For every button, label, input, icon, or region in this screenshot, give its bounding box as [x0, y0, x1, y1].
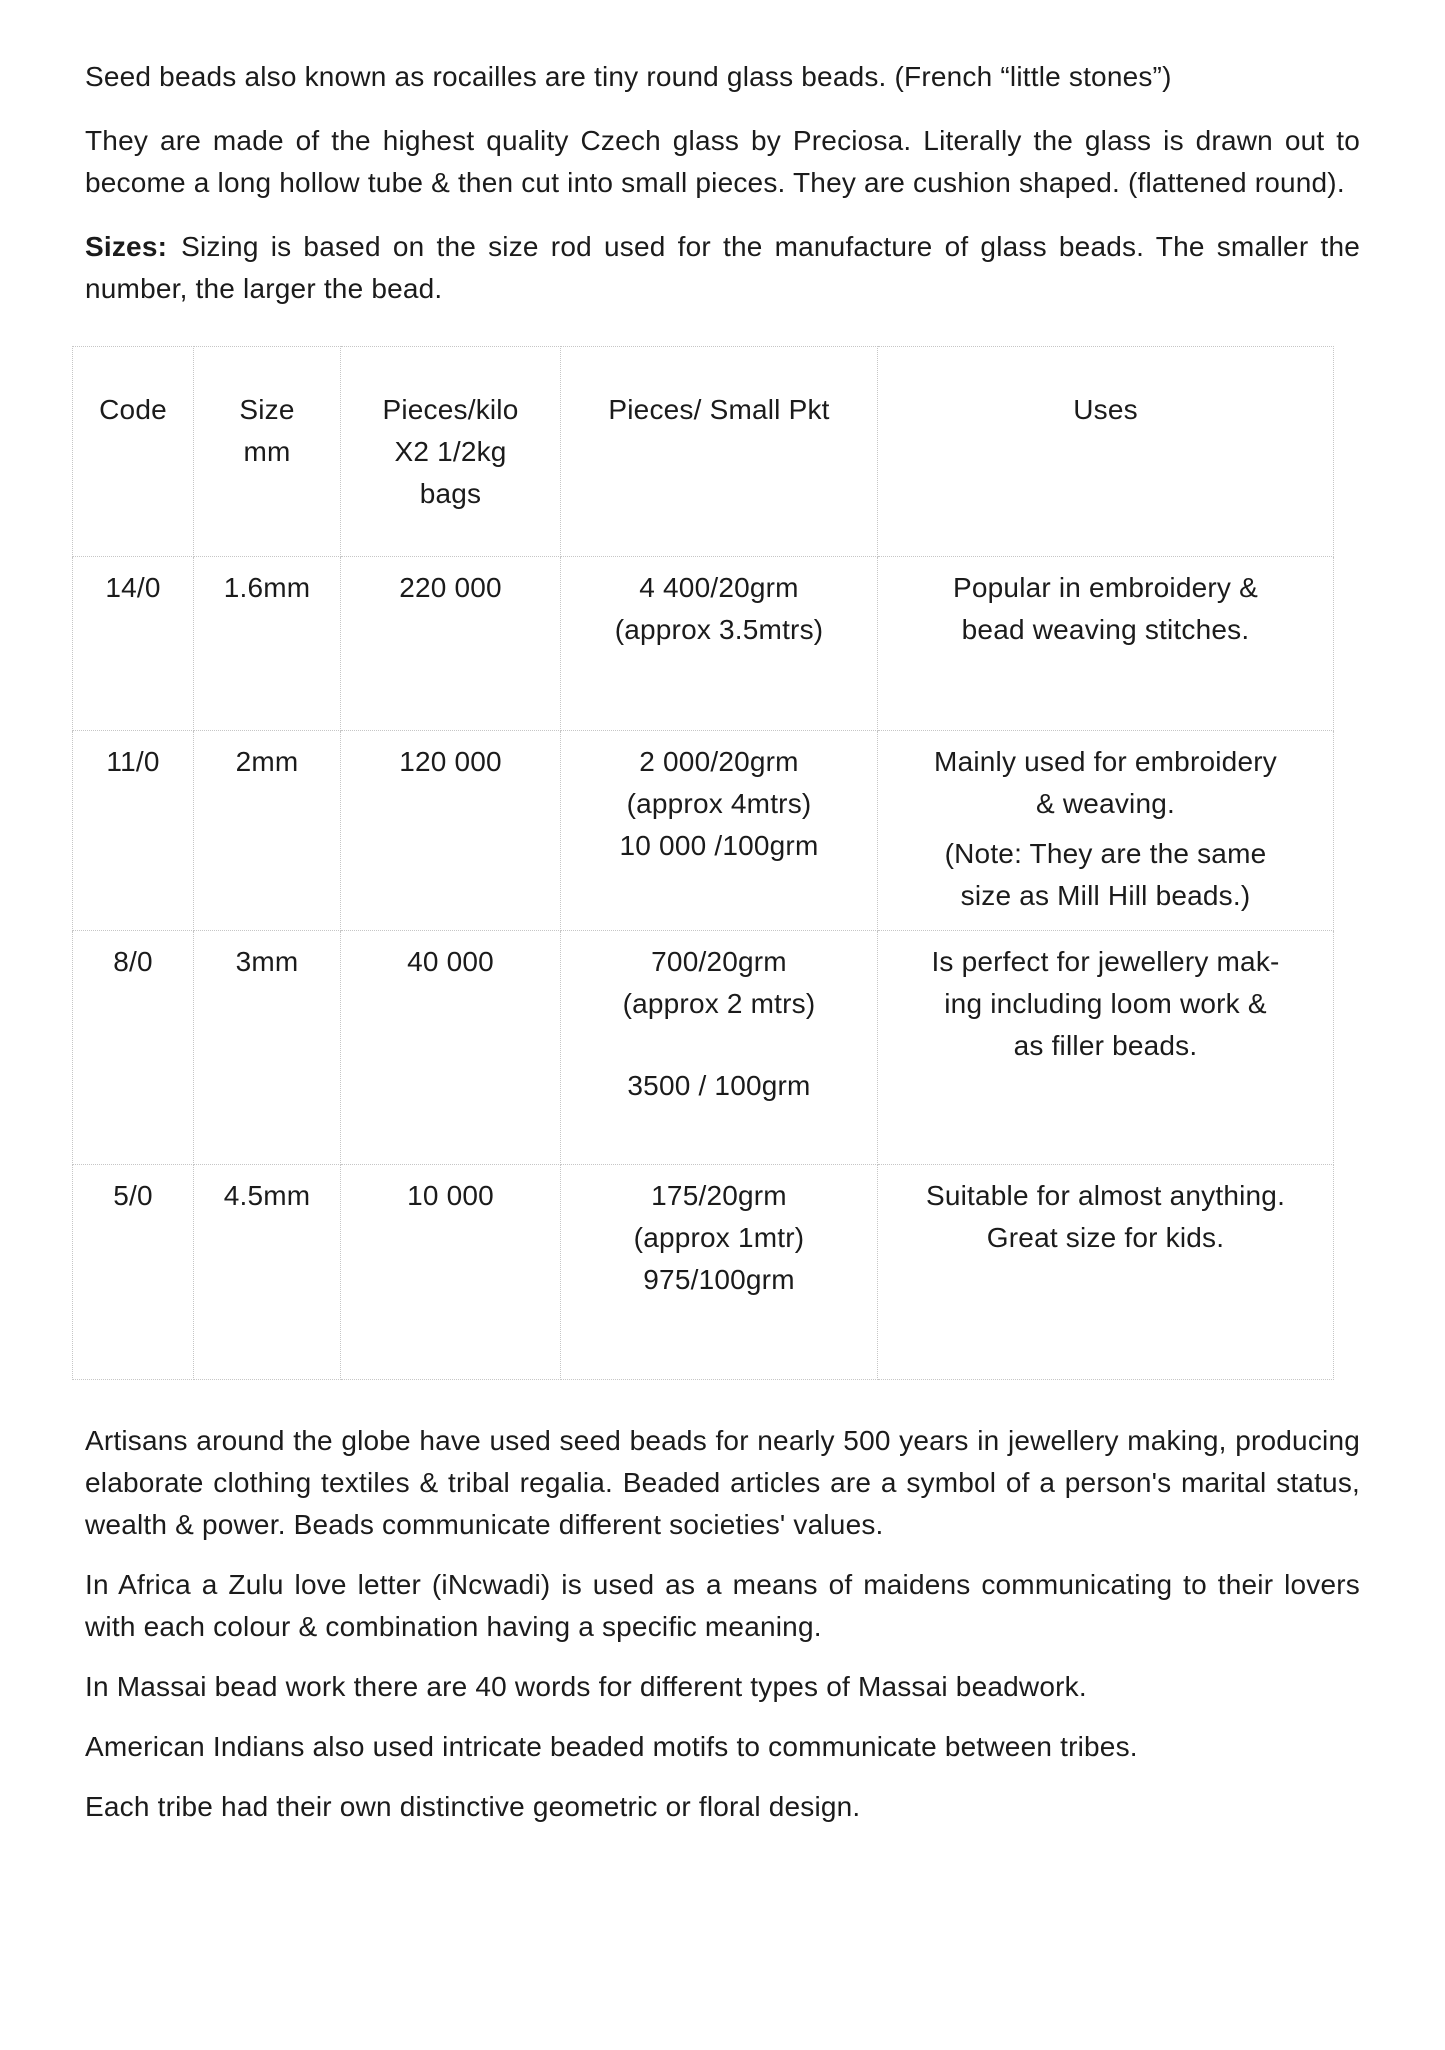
- header-uses: [878, 347, 1334, 557]
- code-value: 8/0: [113, 946, 153, 977]
- pieces-kilo-value: 120 000: [399, 746, 502, 777]
- header-pieces-kilo-line1: Pieces/kilo: [382, 394, 519, 425]
- pkt-line: 975/100grm: [643, 1264, 795, 1295]
- header-size-unit: mm: [243, 436, 291, 467]
- uses-line: Great size for kids.: [986, 1222, 1225, 1253]
- pkt-line: 700/20grm: [651, 946, 787, 977]
- pkt-line: (approx 3.5mtrs): [614, 614, 824, 645]
- uses-line: Is perfect for jewellery mak-: [931, 946, 1280, 977]
- cell-uses: [878, 731, 1334, 931]
- table-header-row: [73, 347, 1334, 557]
- table-row-14-0: [73, 557, 1334, 731]
- header-size-line: Size: [239, 394, 295, 425]
- code-value: 11/0: [106, 746, 160, 777]
- uses-line: Mainly used for embroidery: [934, 746, 1277, 777]
- sizes-paragraph: [85, 226, 1360, 310]
- outro-paragraph-massai: In Massai bead work there are 40 words for different types of Massai beadwork.: [85, 1671, 1087, 1702]
- uses-line: as filler beads.: [1013, 1030, 1198, 1061]
- sizes-label: Sizes:: [85, 231, 168, 262]
- outro-paragraph-artisans: Artisans around the globe have used seed beads for nearly 500 years in jewellery making, producing elaborate clothing textiles & tribal regalia. Beaded articles are a symbol of a person's marital status, wealth & power. Beads communicate different societies' values.: [85, 1425, 1360, 1540]
- cell-pieces-small-pkt: [561, 1165, 878, 1380]
- table-row-5-0: [73, 1165, 1334, 1380]
- cell-pieces-kilo: [341, 731, 561, 931]
- header-code-label: Code: [99, 394, 167, 425]
- pkt-line: (approx 2 mtrs): [622, 988, 816, 1019]
- cell-size: [194, 731, 341, 931]
- cell-pieces-kilo: [341, 1165, 561, 1380]
- header-size: [194, 347, 341, 557]
- cell-size: [194, 1165, 341, 1380]
- header-pieces-kilo-line3: bags: [419, 478, 482, 509]
- pieces-kilo-value: 40 000: [407, 946, 494, 977]
- cell-uses: [878, 557, 1334, 731]
- cell-size: [194, 931, 341, 1165]
- outro-paragraph-each-tribe: Each tribe had their own distinctive geometric or floral design.: [85, 1791, 861, 1822]
- code-value: 14/0: [105, 572, 161, 603]
- pkt-line: 2 000/20grm: [639, 746, 799, 777]
- header-pieces-kilo-line2: X2 1/2kg: [394, 436, 507, 467]
- cell-pieces-small-pkt: [561, 931, 878, 1165]
- intro-paragraph-seed-beads: Seed beads also known as rocailles are tiny round glass beads. (French “little stones”): [85, 61, 1172, 92]
- pkt-line: (approx 1mtr): [633, 1222, 805, 1253]
- cell-code: [73, 731, 194, 931]
- header-uses-label: Uses: [1073, 394, 1138, 425]
- cell-uses: [878, 931, 1334, 1165]
- cell-uses: [878, 1165, 1334, 1380]
- header-pieces-small-pkt-label: Pieces/ Small Pkt: [608, 394, 830, 425]
- cell-code: [73, 1165, 194, 1380]
- uses-line: ing including loom work &: [944, 988, 1267, 1019]
- pkt-line: 175/20grm: [651, 1180, 787, 1211]
- table-row-11-0: [73, 731, 1334, 931]
- cell-pieces-kilo: [341, 557, 561, 731]
- cell-code: [73, 931, 194, 1165]
- pkt-line: 3500 / 100grm: [627, 1070, 811, 1101]
- uses-line: bead weaving stitches.: [961, 614, 1250, 645]
- cell-code: [73, 557, 194, 731]
- bead-size-table: [72, 346, 1334, 1380]
- cell-size: [194, 557, 341, 731]
- sizes-text: Sizing is based on the size rod used for the manufacture of glass beads. The smaller the number, the larger the bead.: [85, 231, 1360, 304]
- uses-line: (Note: They are the same: [944, 838, 1267, 869]
- table-row-8-0: [73, 931, 1334, 1165]
- pkt-line: 10 000 /100grm: [619, 830, 819, 861]
- uses-line: & weaving.: [1036, 788, 1175, 819]
- uses-line: size as Mill Hill beads.): [960, 880, 1251, 911]
- header-pieces-kilo: [341, 347, 561, 557]
- code-value: 5/0: [113, 1180, 153, 1211]
- intro-paragraph-czech-glass: They are made of the highest quality Czech glass by Preciosa. Literally the glass is drawn out to become a long hollow tube & then cut into small pieces. They are cushion shaped. (flattened round).: [85, 125, 1360, 198]
- outro-paragraph-zulu: In Africa a Zulu love letter (iNcwadi) is used as a means of maidens communicating to their lovers with each colour & combination having a specific meaning.: [85, 1569, 1360, 1642]
- size-value: 3mm: [235, 946, 299, 977]
- pieces-kilo-value: 220 000: [399, 572, 502, 603]
- size-value: 1.6mm: [223, 572, 311, 603]
- size-value: 4.5mm: [223, 1180, 311, 1211]
- header-pieces-small-pkt: [561, 347, 878, 557]
- pkt-line: 4 400/20grm: [639, 572, 799, 603]
- pieces-kilo-value: 10 000: [407, 1180, 494, 1211]
- cell-pieces-small-pkt: [561, 731, 878, 931]
- uses-line: Popular in embroidery &: [953, 572, 1258, 603]
- size-value: 2mm: [235, 746, 299, 777]
- outro-paragraph-american-indians: American Indians also used intricate beaded motifs to communicate between tribes.: [85, 1731, 1138, 1762]
- outro-section: [0, 1420, 1445, 1828]
- header-code: [73, 347, 194, 557]
- intro-section: [0, 56, 1445, 310]
- uses-line: Suitable for almost anything.: [925, 1180, 1286, 1211]
- cell-pieces-small-pkt: [561, 557, 878, 731]
- pkt-line: (approx 4mtrs): [626, 788, 812, 819]
- cell-pieces-kilo: [341, 931, 561, 1165]
